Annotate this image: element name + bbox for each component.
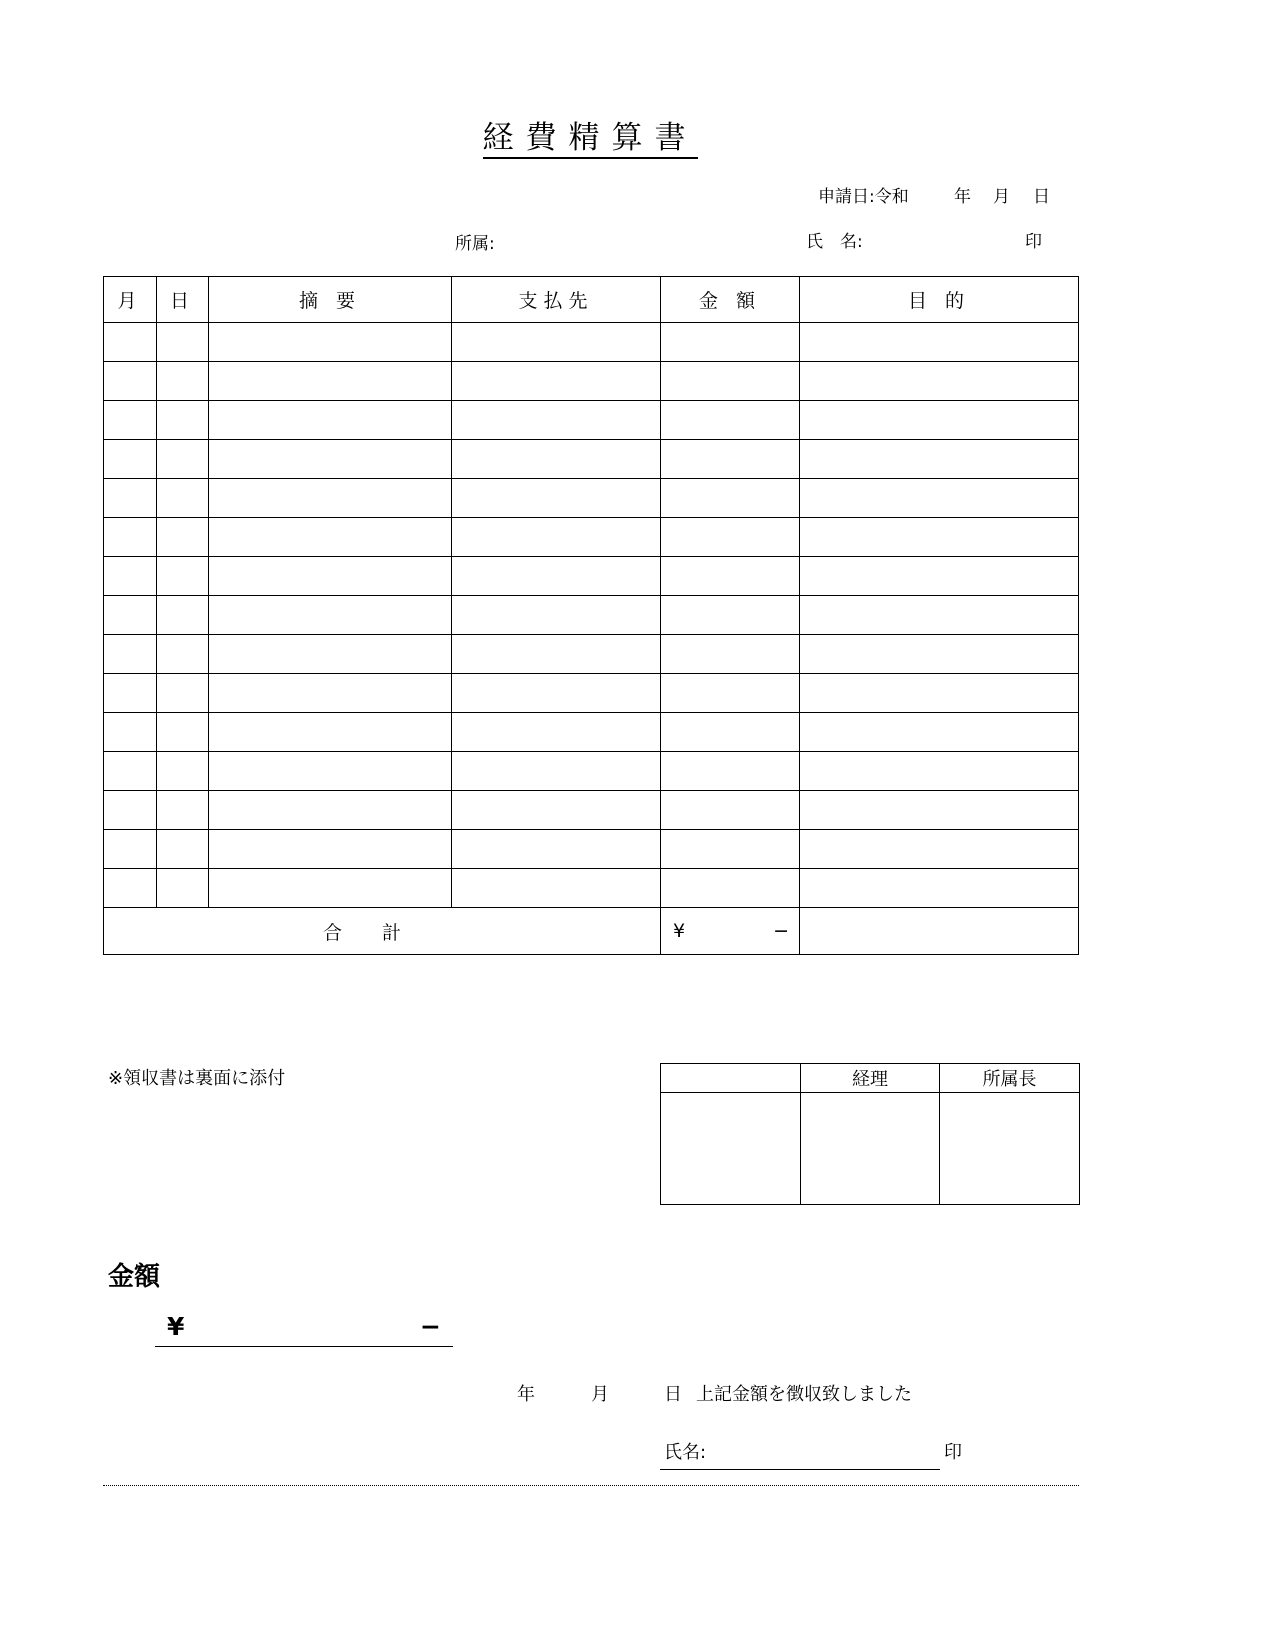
payee-cell[interactable] <box>452 674 661 713</box>
summary-cell[interactable] <box>209 635 452 674</box>
summary-cell[interactable] <box>209 440 452 479</box>
day-cell[interactable] <box>157 596 209 635</box>
purpose-cell[interactable] <box>800 830 1079 869</box>
application-date-label: 申請日:令和 <box>818 187 909 207</box>
approval-stamp-manager[interactable] <box>940 1093 1080 1205</box>
receipt-amount-heading: 金額 <box>108 1262 161 1292</box>
day-cell[interactable] <box>157 440 209 479</box>
day-cell[interactable] <box>157 557 209 596</box>
day-cell[interactable] <box>157 362 209 401</box>
expense-table <box>103 276 1079 955</box>
column-header-payee: 支払先 <box>452 277 661 323</box>
table-row <box>104 596 1079 635</box>
purpose-cell[interactable] <box>800 635 1079 674</box>
month-cell[interactable] <box>104 674 157 713</box>
purpose-cell[interactable] <box>800 752 1079 791</box>
table-row <box>104 869 1079 908</box>
table-row <box>104 479 1079 518</box>
purpose-cell[interactable] <box>800 557 1079 596</box>
table-row <box>104 791 1079 830</box>
date-day-label: 日 <box>1033 187 1050 207</box>
receipt-seal-mark: 印 <box>944 1442 962 1463</box>
approval-header-manager: 所属長 <box>940 1064 1080 1093</box>
amount-cell[interactable] <box>661 362 800 401</box>
total-amount-cell[interactable] <box>661 908 800 955</box>
payee-cell[interactable] <box>452 713 661 752</box>
table-row <box>104 713 1079 752</box>
day-cell[interactable] <box>157 830 209 869</box>
receipt-year-label: 年 <box>517 1384 535 1405</box>
summary-cell[interactable] <box>209 323 452 362</box>
table-row <box>104 518 1079 557</box>
date-year-label: 年 <box>954 187 971 207</box>
day-cell[interactable] <box>157 401 209 440</box>
month-cell[interactable] <box>104 362 157 401</box>
payee-cell[interactable] <box>452 323 661 362</box>
approval-stamp-blank[interactable] <box>661 1093 801 1205</box>
table-row <box>104 635 1079 674</box>
total-purpose-cell <box>800 908 1079 955</box>
day-cell[interactable] <box>157 479 209 518</box>
approval-stamp-accounting[interactable] <box>801 1093 940 1205</box>
purpose-cell[interactable] <box>800 713 1079 752</box>
amount-cell[interactable] <box>661 674 800 713</box>
month-cell[interactable] <box>104 869 157 908</box>
purpose-cell[interactable] <box>800 518 1079 557</box>
receipt-day-label: 日 <box>664 1384 682 1405</box>
amount-cell[interactable] <box>661 401 800 440</box>
payee-cell[interactable] <box>452 479 661 518</box>
receipt-received-text: 上記金額を徴収致しました <box>696 1384 912 1405</box>
month-cell[interactable] <box>104 323 157 362</box>
purpose-cell[interactable] <box>800 323 1079 362</box>
table-row <box>104 830 1079 869</box>
payee-cell[interactable] <box>452 752 661 791</box>
cut-line-divider <box>103 1485 1079 1486</box>
month-cell[interactable] <box>104 713 157 752</box>
total-yen-sign: ¥ <box>673 920 686 942</box>
payee-cell[interactable] <box>452 401 661 440</box>
table-row <box>104 440 1079 479</box>
payee-cell[interactable] <box>452 440 661 479</box>
purpose-cell[interactable] <box>800 869 1079 908</box>
date-month-label: 月 <box>993 187 1010 207</box>
receipt-name-label: 氏名: <box>664 1442 707 1463</box>
column-header-summary: 摘 要 <box>209 277 452 323</box>
month-cell[interactable] <box>104 596 157 635</box>
purpose-cell[interactable] <box>800 401 1079 440</box>
column-header-amount: 金 額 <box>661 277 800 323</box>
total-label-cell <box>104 908 661 955</box>
approval-table <box>660 1063 1080 1205</box>
day-cell[interactable] <box>157 869 209 908</box>
total-row <box>104 908 1079 955</box>
page-title: 経費精算書 <box>0 112 1180 157</box>
table-header-row <box>104 277 1079 323</box>
amount-cell[interactable] <box>661 635 800 674</box>
payee-cell[interactable] <box>452 596 661 635</box>
column-header-purpose: 目 的 <box>800 277 1079 323</box>
day-cell[interactable] <box>157 752 209 791</box>
payee-cell[interactable] <box>452 869 661 908</box>
column-header-day: 日 <box>157 277 209 323</box>
purpose-cell[interactable] <box>800 596 1079 635</box>
summary-cell[interactable] <box>209 557 452 596</box>
day-cell[interactable] <box>157 674 209 713</box>
payee-cell[interactable] <box>452 362 661 401</box>
approval-header-accounting: 経理 <box>801 1064 940 1093</box>
purpose-cell[interactable] <box>800 674 1079 713</box>
payee-cell[interactable] <box>452 635 661 674</box>
day-cell[interactable] <box>157 713 209 752</box>
amount-cell[interactable] <box>661 791 800 830</box>
amount-cell[interactable] <box>661 323 800 362</box>
table-row <box>104 752 1079 791</box>
month-cell[interactable] <box>104 440 157 479</box>
total-label: 合計 <box>322 921 441 944</box>
table-row <box>104 401 1079 440</box>
purpose-cell[interactable] <box>800 479 1079 518</box>
month-cell[interactable] <box>104 518 157 557</box>
amount-cell[interactable] <box>661 440 800 479</box>
total-amount-value: − <box>773 920 789 942</box>
month-cell[interactable] <box>104 791 157 830</box>
department-label: 所属: <box>455 234 495 254</box>
amount-cell[interactable] <box>661 752 800 791</box>
table-row <box>104 557 1079 596</box>
month-cell[interactable] <box>104 752 157 791</box>
receipt-amount-field[interactable] <box>155 1310 453 1347</box>
approval-header-blank <box>661 1064 801 1093</box>
purpose-cell[interactable] <box>800 791 1079 830</box>
name-label: 氏 名: <box>806 232 863 252</box>
amount-cell[interactable] <box>661 557 800 596</box>
purpose-cell[interactable] <box>800 440 1079 479</box>
day-cell[interactable] <box>157 518 209 557</box>
amount-cell[interactable] <box>661 869 800 908</box>
payee-cell[interactable] <box>452 518 661 557</box>
month-cell[interactable] <box>104 401 157 440</box>
summary-cell[interactable] <box>209 791 452 830</box>
payee-cell[interactable] <box>452 791 661 830</box>
approval-header-row <box>661 1064 1080 1093</box>
day-cell[interactable] <box>157 635 209 674</box>
payee-cell[interactable] <box>452 557 661 596</box>
amount-cell[interactable] <box>661 479 800 518</box>
receipt-note: ※領収書は裏面に添付 <box>108 1068 286 1089</box>
summary-cell[interactable] <box>209 830 452 869</box>
table-row <box>104 674 1079 713</box>
amount-cell[interactable] <box>661 830 800 869</box>
receipt-yen-sign: ¥ <box>167 1312 185 1341</box>
month-cell[interactable] <box>104 830 157 869</box>
summary-cell[interactable] <box>209 869 452 908</box>
column-header-month: 月 <box>104 277 157 323</box>
approval-stamp-row <box>661 1093 1080 1205</box>
table-row <box>104 362 1079 401</box>
month-cell[interactable] <box>104 479 157 518</box>
summary-cell[interactable] <box>209 713 452 752</box>
month-cell[interactable] <box>104 635 157 674</box>
receipt-name-field[interactable] <box>660 1443 940 1470</box>
table-row <box>104 323 1079 362</box>
purpose-cell[interactable] <box>800 362 1079 401</box>
summary-cell[interactable] <box>209 596 452 635</box>
summary-cell[interactable] <box>209 401 452 440</box>
day-cell[interactable] <box>157 791 209 830</box>
summary-cell[interactable] <box>209 674 452 713</box>
payee-cell[interactable] <box>452 830 661 869</box>
day-cell[interactable] <box>157 323 209 362</box>
summary-cell[interactable] <box>209 362 452 401</box>
amount-cell[interactable] <box>661 518 800 557</box>
receipt-amount-value: − <box>420 1312 441 1341</box>
summary-cell[interactable] <box>209 479 452 518</box>
amount-cell[interactable] <box>661 596 800 635</box>
summary-cell[interactable] <box>209 518 452 557</box>
seal-mark: 印 <box>1025 232 1042 252</box>
summary-cell[interactable] <box>209 752 452 791</box>
amount-cell[interactable] <box>661 713 800 752</box>
receipt-month-label: 月 <box>591 1384 609 1405</box>
month-cell[interactable] <box>104 557 157 596</box>
